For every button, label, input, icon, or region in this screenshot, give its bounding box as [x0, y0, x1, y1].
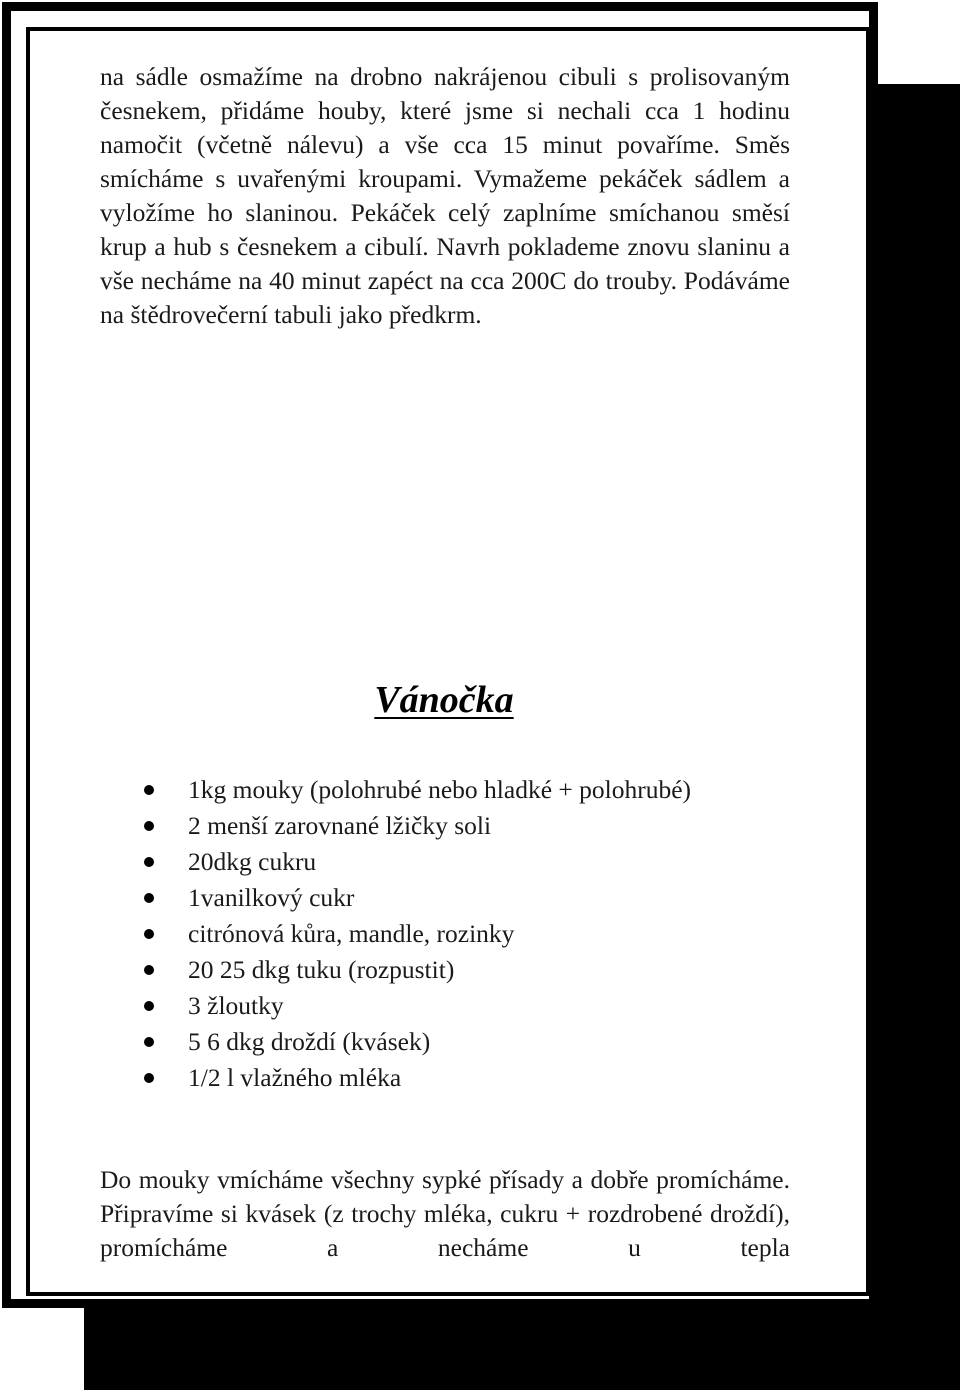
bullet-icon	[144, 821, 154, 831]
list-item	[140, 880, 691, 916]
ingredient-text: 1kg mouky (polohrubé nebo hladké + polohrubé)	[188, 775, 692, 804]
bullet-icon	[144, 1073, 154, 1083]
list-item	[140, 1024, 691, 1060]
list-item	[140, 772, 691, 808]
ingredient-text: 2 menší zarovnané lžičky soli	[188, 811, 492, 840]
bullet-icon	[144, 857, 154, 867]
bullet-icon	[144, 965, 154, 975]
ingredient-text: 1vanilkový cukr	[188, 883, 355, 912]
ingredient-text: 3 žloutky	[188, 991, 284, 1020]
bullet-icon	[144, 893, 154, 903]
ingredient-text: 1/2 l vlažného mléka	[188, 1063, 402, 1092]
bullet-icon	[144, 1001, 154, 1011]
list-item	[140, 988, 691, 1024]
ingredient-text: citrónová kůra, mandle, rozinky	[188, 919, 515, 948]
ingredient-text: 20 25 dkg tuku (rozpustit)	[188, 955, 455, 984]
list-item	[140, 1060, 691, 1096]
ingredient-text: 20dkg cukru	[188, 847, 317, 876]
list-item	[140, 916, 691, 952]
list-item	[140, 952, 691, 988]
ingredient-text: 5 6 dkg droždí (kvásek)	[188, 1027, 431, 1056]
bullet-icon	[144, 785, 154, 795]
bullet-icon	[144, 1037, 154, 1047]
bullet-icon	[144, 929, 154, 939]
recipe-title: Vánočka	[374, 679, 514, 721]
ingredients-list	[140, 772, 691, 1096]
method-paragraph: Do mouky vmícháme všechny sypké přísady a dobře promícháme. Připravíme si kvásek (z trochy mléka, cukru + rozdrobené droždí), promícháme a necháme u tepla	[100, 1165, 790, 1262]
list-item	[140, 808, 691, 844]
intro-paragraph: na sádle osmažíme na drobno nakrájenou cibuli s prolisovaným česnekem, přidáme houby, které jsme si nechali cca 1 hodinu namočit (včetně nálevu) a vše cca 15 minut povaříme. Směs smícháme s uvařenými kroupami. Vymažeme pekáček sádlem a vyložíme ho slaninou. Pekáček celý zaplníme smíchanou směsí krup a hub s česnekem a cibulí. Navrh poklademe znovu slaninu a vše necháme na 40 minut zapéct na cca 200C do trouby. Podáváme na štědrovečerní tabuli jako předkrm.	[100, 62, 790, 329]
list-item	[140, 844, 691, 880]
